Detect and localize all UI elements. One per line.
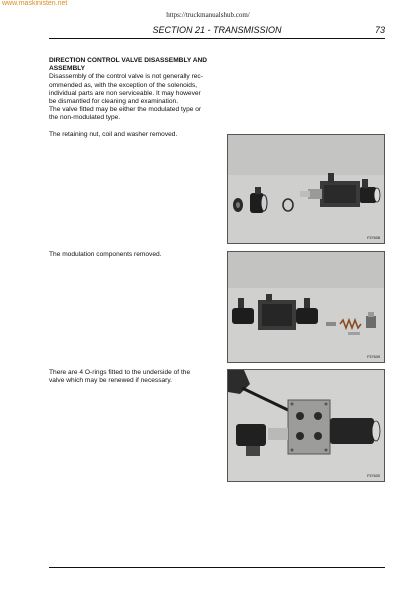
source-url: https://truckmanualshub.com/ bbox=[166, 11, 250, 19]
paragraph-line: The valve fitted may be either the modulated type or bbox=[49, 106, 202, 114]
footer-rule bbox=[49, 567, 385, 568]
paragraph-line: There are 4 O-rings fitted to the underside of the bbox=[49, 369, 191, 376]
figure-label-2: F37609 bbox=[367, 355, 380, 359]
figure-caption-1: The retaining nut, coil and washer removed. bbox=[49, 130, 178, 138]
figure-label-3: F37600 bbox=[367, 474, 380, 478]
page-number: 73 bbox=[374, 25, 385, 35]
text-block-1 bbox=[49, 57, 217, 139]
paragraph-line: Disassembly of the control valve is not generally rec- bbox=[49, 73, 203, 81]
paragraph-line: ommended as, with the exception of the solenoids, bbox=[49, 81, 198, 89]
header-rule bbox=[49, 38, 385, 39]
watermark: www.maskinisten.net bbox=[2, 0, 68, 7]
section-title: SECTION 21 - TRANSMISSION bbox=[152, 25, 282, 35]
figure-label-1: F37608 bbox=[367, 236, 380, 240]
photo-1-illustration bbox=[228, 135, 385, 244]
paragraph-line: valve which may be renewed if necessary. bbox=[49, 377, 173, 385]
photo-valve-underside-o-rings bbox=[227, 369, 385, 482]
text-block-3 bbox=[49, 369, 217, 385]
photo-modulation-components bbox=[227, 251, 385, 363]
text-block-2 bbox=[49, 251, 217, 259]
photo-2-illustration bbox=[228, 252, 385, 363]
photo-3-illustration bbox=[228, 370, 385, 482]
paragraph-line: the non-modulated type. bbox=[49, 114, 121, 122]
section-heading: DIRECTION CONTROL VALVE DISASSEMBLY AND ASSEMBLY bbox=[49, 57, 208, 73]
paragraph-line: individual parts are non serviceable. It may however bbox=[49, 89, 201, 97]
photo-retaining-nut-coil-washer bbox=[227, 134, 385, 244]
page-header bbox=[49, 25, 385, 37]
figure-caption-2: The modulation components removed. bbox=[49, 251, 162, 258]
paragraph-line: be dismantled for cleaning and examination. bbox=[49, 98, 179, 106]
